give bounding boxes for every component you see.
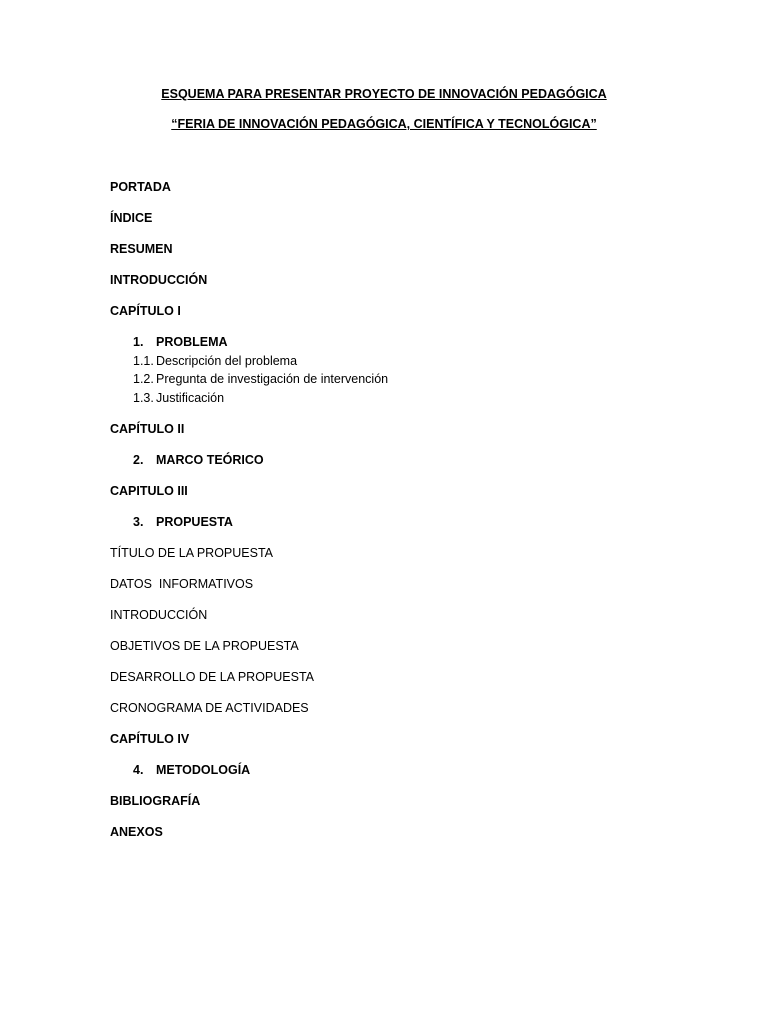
section-anexos: ANEXOS [110,825,163,839]
subitem-number: 1.1. [133,354,154,368]
section-indice: ÍNDICE [110,211,153,225]
chapter-2-title: MARCO TEÓRICO [156,453,264,467]
chapter-3-number: 3. [133,515,144,529]
chapter-3-heading: CAPITULO III [110,484,188,498]
chapter-2-number: 2. [133,453,144,467]
subitem-label: Descripción del problema [156,354,298,368]
section-bibliografia: BIBLIOGRAFÍA [110,794,201,808]
chapter-4-number: 4. [133,763,144,777]
proposal-item: OBJETIVOS DE LA PROPUESTA [110,639,299,653]
proposal-item: DATOS INFORMATIVOS [110,577,254,591]
section-resumen: RESUMEN [110,242,173,256]
subitem-label: Justificación [156,391,225,405]
chapter-1-heading: CAPÍTULO I [110,304,181,318]
proposal-item: DESARROLLO DE LA PROPUESTA [110,670,314,684]
chapter-1-number: 1. [133,335,144,349]
document-subtitle: “FERIA DE INNOVACIÓN PEDAGÓGICA, CIENTÍFICA Y TECNOLÓGICA” [171,117,597,131]
chapter-4-title: METODOLOGÍA [156,763,251,777]
proposal-item: TÍTULO DE LA PROPUESTA [110,546,274,560]
chapter-2-heading: CAPÍTULO II [110,422,185,436]
proposal-item: CRONOGRAMA DE ACTIVIDADES [110,701,309,715]
section-portada: PORTADA [110,180,171,194]
chapter-4-heading: CAPÍTULO IV [110,732,190,746]
chapter-1-title: PROBLEMA [156,335,228,349]
subitem-number: 1.3. [133,391,154,405]
chapter-3-title: PROPUESTA [156,515,233,529]
section-introduccion: INTRODUCCIÓN [110,273,208,287]
subitem-number: 1.2. [133,372,154,386]
subitem-label: Pregunta de investigación de intervención [156,372,389,386]
proposal-item: INTRODUCCIÓN [110,608,208,622]
document-title: ESQUEMA PARA PRESENTAR PROYECTO DE INNOVACIÓN PEDAGÓGICA [161,87,607,101]
